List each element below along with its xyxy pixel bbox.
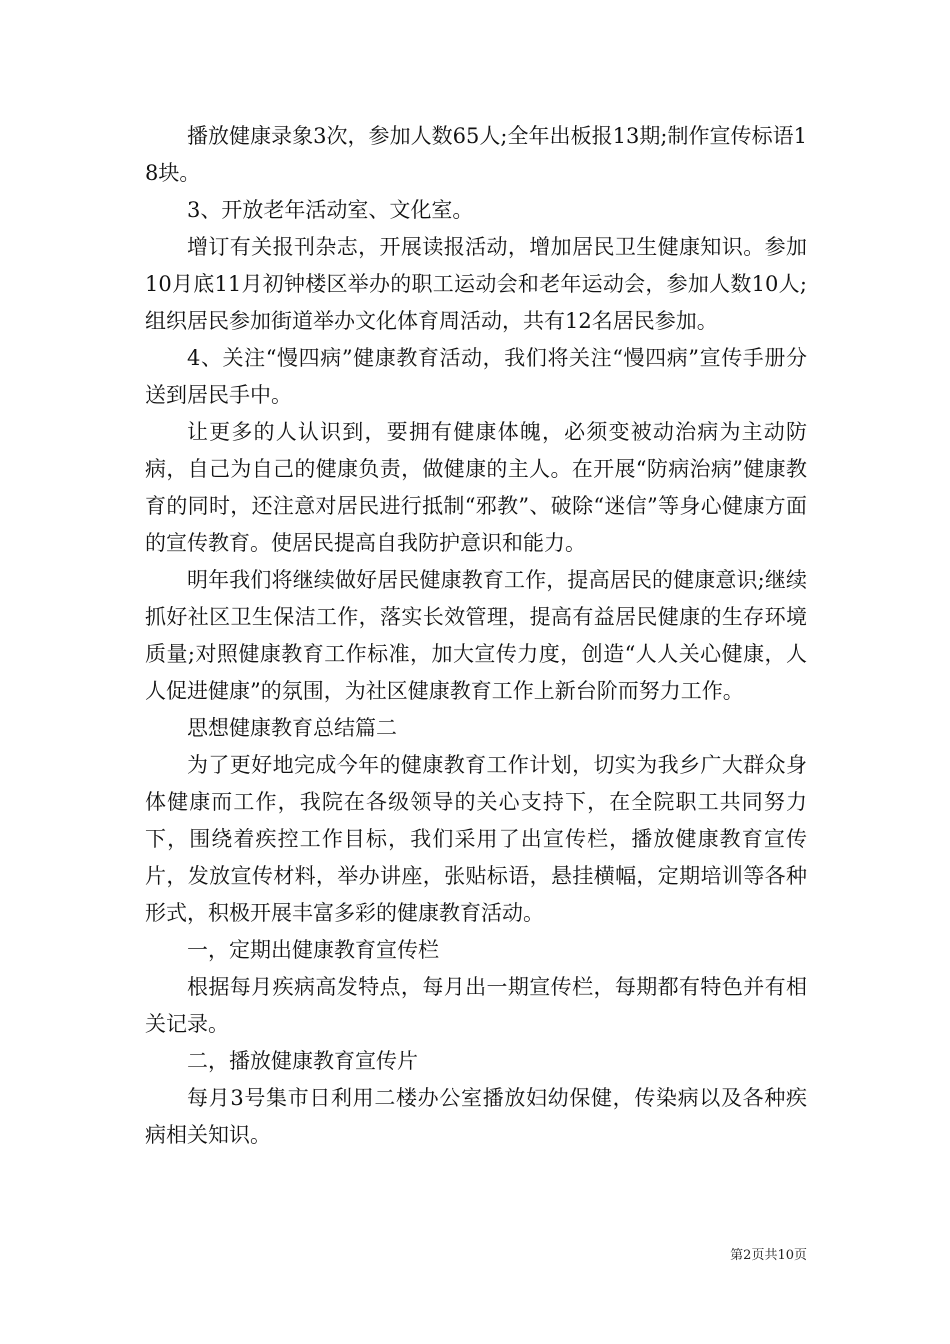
paragraph: 明年我们将继续做好居民健康教育工作，提高居民的健康意识;继续抓好社区卫生保洁工作，落实长效管理，提高有益居民健康的生存环境质量;对照健康教育工作标准，加大宣传力度，创造“人人关心健康，人人促进健康”的氛围，为社区健康教育工作上新台阶而努力工作。	[145, 568, 807, 703]
section-heading: 一，定期出健康教育宣传栏	[187, 938, 439, 962]
paragraph: 播放健康录象3次，参加人数65人;全年出板报13期;制作宣传标语18块。	[145, 124, 807, 185]
section-heading: 3、开放老年活动室、文化室。	[187, 198, 474, 222]
paragraph: 增订有关报刊杂志，开展读报活动，增加居民卫生健康知识。参加10月底11月初钟楼区举办的职工运动会和老年运动会，参加人数10人;组织居民参加街道举办文化体育周活动，共有12名居民参加。	[145, 235, 807, 333]
document-body	[145, 118, 807, 1154]
page-number: 第2页共10页	[730, 1248, 807, 1263]
paragraph: 让更多的人认识到，要拥有健康体魄，必须变被动治病为主动防病，自己为自己的健康负责，做健康的主人。在开展“防病治病”健康教育的同时，还注意对居民进行抵制“邪教”、破除“迷信”等身心健康方面的宣传教育。使居民提高自我防护意识和能力。	[145, 420, 807, 555]
paragraph: 根据每月疾病高发特点，每月出一期宣传栏，每期都有特色并有相关记录。	[145, 975, 807, 1036]
section-heading: 4、关注“慢四病”健康教育活动，我们将关注“慢四病”宣传手册分送到居民手中。	[145, 346, 807, 407]
section-heading: 二，播放健康教育宣传片	[187, 1049, 418, 1073]
article-title: 思想健康教育总结篇二	[187, 716, 397, 740]
paragraph: 每月3号集市日利用二楼办公室播放妇幼保健，传染病以及各种疾病相关知识。	[145, 1086, 807, 1147]
paragraph: 为了更好地完成今年的健康教育工作计划，切实为我乡广大群众身体健康而工作，我院在各级领导的关心支持下，在全院职工共同努力下，围绕着疾控工作目标，我们采用了出宣传栏，播放健康教育宣传片，发放宣传材料，举办讲座，张贴标语，悬挂横幅，定期培训等各种形式，积极开展丰富多彩的健康教育活动。	[145, 753, 807, 925]
